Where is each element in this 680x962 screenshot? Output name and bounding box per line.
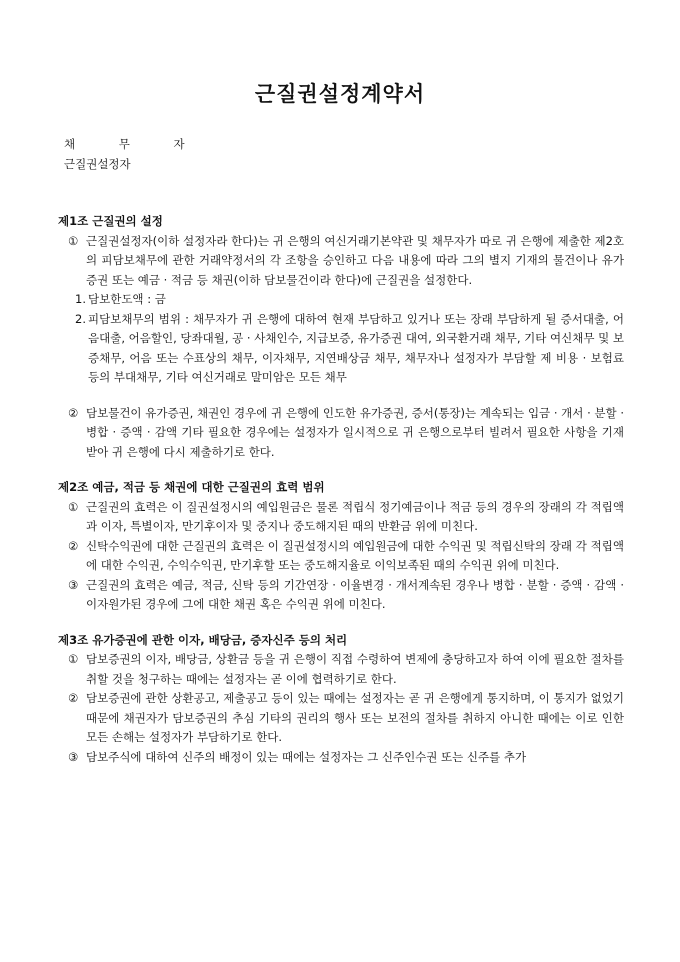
item-text: 근질권의 효력은 이 질권설정시의 예입원금은 물론 적립식 정기예금이나 적금 등의 경우의 장래의 각 적립액과 이자, 특별이자, 만기후이자 및 중지나 중도해지된 때의 반환금 위에 미친다.: [86, 499, 624, 533]
item-marker: ②: [68, 691, 79, 705]
article-item: [58, 689, 624, 748]
item-marker: ②: [68, 405, 79, 420]
item-text: 담보물건이 유가증권, 채권인 경우에 귀 은행에 인도한 유가증권, 증서(통장)는 계속되는 입금 · 개서 · 분할 · 병합 · 증액 · 감액 기타 필요한 경우에는 설정자가 일시적으로 귀 은행으로부터 빌려서 필요한 사항을 기재받아 귀 은행에 다시 제출하기로 한다.: [86, 405, 624, 459]
item-text: 담보증권에 관한 상환공고, 제출공고 등이 있는 때에는 설정자는 곧 귀 은행에게 통지하며, 이 통지가 없었기 때문에 채권자가 담보증권의 추심 기타의 권리의 행사 또는 보전의 절차를 취하지 아니한 때에는 이로 인한 모든 손해는 설정자가 부담하기로 한다.: [86, 691, 624, 744]
item-marker: ①: [68, 233, 79, 248]
item-text: 근질권설정자(이하 설정자라 한다)는 귀 은행의 여신거래기본약관 및 채무자가 따로 귀 은행에 제출한 제2호의 피담보채무에 관한 거래약정서의 각 조항을 승인하고 다음 내용에 따라 그의 별지 기재의 물건이나 유가증권 또는 예금 · 적금 등 채권(이하 담보물건이라 한다)에 근질권을 설정한다.: [86, 233, 624, 287]
article-item: [58, 232, 624, 291]
article-item: [58, 498, 624, 537]
sub-item: [58, 310, 624, 388]
article-2: [58, 478, 624, 615]
item-marker: ③: [68, 577, 79, 592]
item-marker: ①: [68, 652, 79, 666]
article-3: [58, 631, 624, 768]
parties-block: [64, 134, 205, 174]
item-text: 담보주식에 대하여 신주의 배정이 있는 때에는 설정자는 그 신주인수권 또는 신주를 추가: [86, 749, 527, 764]
party-debtor-label: 채 무 자: [64, 137, 205, 151]
document-body: [58, 212, 624, 767]
article-item: [58, 650, 624, 689]
article-title: 제1조 근질권의 설정: [58, 214, 163, 228]
party-pledgor-label: 근질권설정자: [64, 157, 131, 171]
item-text: 신탁수익권에 대한 근질권의 효력은 이 질권설정시의 예입원금에 대한 수익권 및 적립신탁의 장래 각 적립액에 대한 수익권, 수익수익권, 만기후할 또는 중도해지율로 이익보족된 때의 수익권 위에 미친다.: [86, 538, 624, 572]
article-item: [58, 748, 624, 768]
article-title: 제3조 유가증권에 관한 이자, 배당금, 증자신주 등의 처리: [58, 632, 348, 647]
sub-item-marker: 2.: [75, 311, 86, 326]
sub-item-text: 담보한도액 : 금: [88, 292, 166, 306]
article-1: [58, 212, 624, 462]
article-title: 제2조 예금, 적금 등 채권에 대한 근질권의 효력 범위: [58, 480, 325, 494]
article-item: [58, 576, 624, 615]
item-marker: ②: [68, 538, 79, 553]
article-item: [58, 537, 624, 576]
item-text: 근질권의 효력은 예금, 적금, 신탁 등의 기간연장 · 이율변경 · 개서계속된 경우나 병합 · 분할 · 증액 · 감액 · 이자원가된 경우에 그에 대한 채권 혹은 수익권 위에 미친다.: [86, 577, 624, 611]
item-marker: ①: [68, 499, 79, 514]
article-item: [58, 404, 624, 463]
item-marker: ③: [68, 749, 79, 764]
item-text: 담보증권의 이자, 배당금, 상환금 등을 귀 은행이 직접 수령하여 변제에 충당하고자 하여 이에 필요한 절차를 취할 것을 청구하는 때에는 설정자는 곧 이에 협력하기로 한다.: [86, 652, 624, 686]
document-title: 근질권설정계약서: [254, 81, 426, 106]
sub-item-marker: 1.: [75, 292, 86, 306]
sub-item-text: 피담보채무의 범위 : 채무자가 귀 은행에 대하여 현재 부담하고 있거나 또는 장래 부담하게 될 증서대출, 어음대출, 어음할인, 당좌대월, 공 · 사채인수, 지급보증, 유가증권 대여, 외국환거래 채무, 기타 여신채무 및 보증채무, 어음 또는 수표상의 채무, 이자채무, 지연배상금 채무, 채무자나 설정자가 부담할 제 비용 · 보험료 등의 부대채무, 기타 여신거래로 말미암은 모든 채무: [88, 311, 624, 384]
sub-item: [58, 290, 624, 310]
